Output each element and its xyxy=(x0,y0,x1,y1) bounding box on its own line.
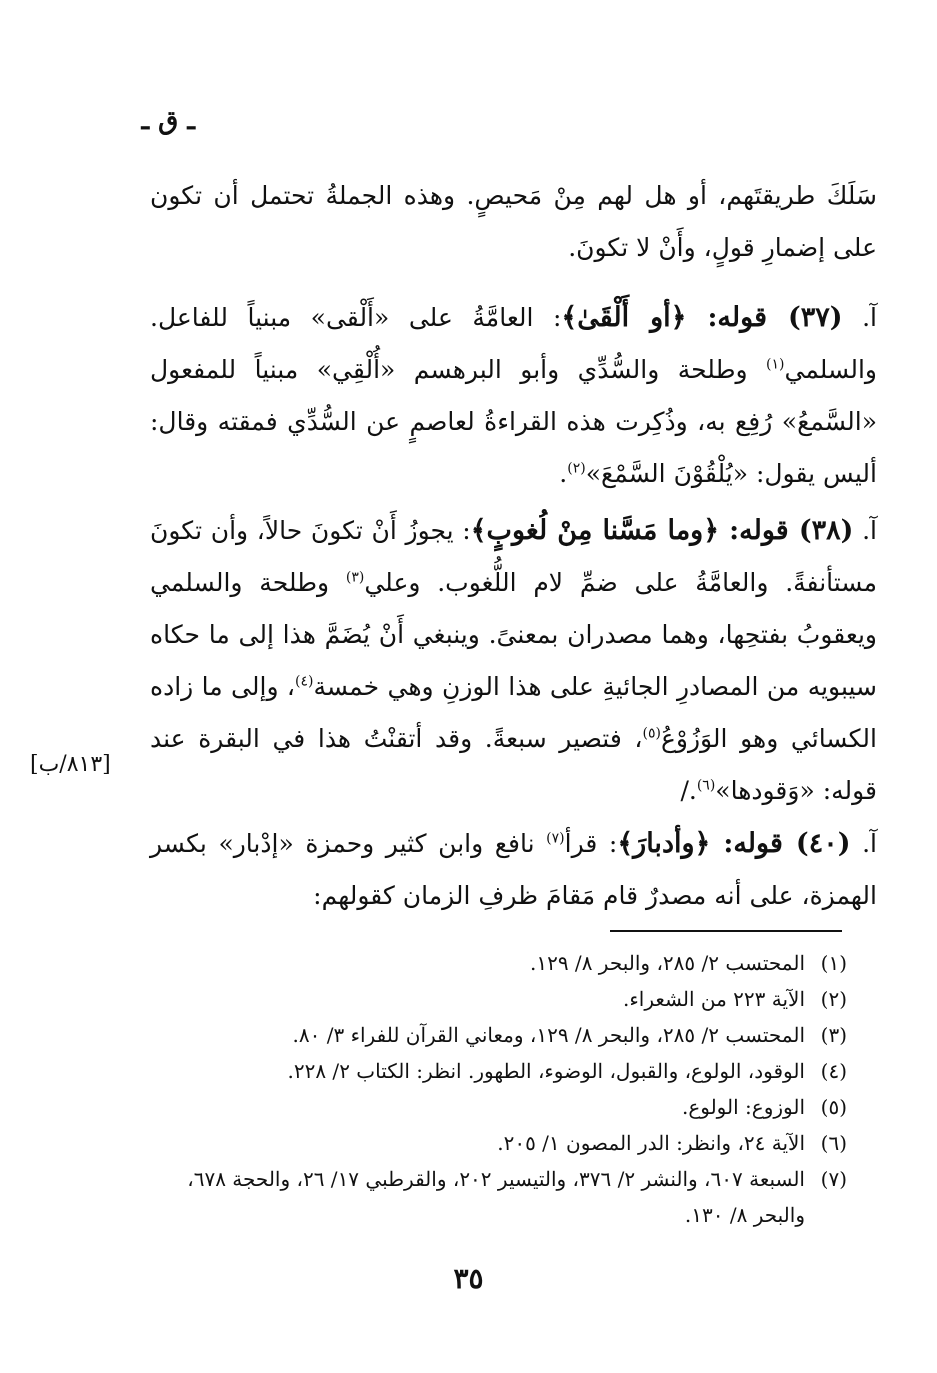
verse-heading: (٣٨) قوله: ﴿وما مَسَّنا مِنْ لُغوبٍ﴾ xyxy=(470,515,854,546)
footnote-number: (٣) xyxy=(820,1023,847,1047)
footnote-divider xyxy=(610,930,842,932)
section-header: ـ ق ـ xyxy=(141,106,195,136)
footnote-item xyxy=(150,1089,847,1125)
footnote-item xyxy=(150,1017,847,1053)
footnote-item xyxy=(150,945,847,981)
verse-label: آ. xyxy=(862,303,877,332)
footnote-item xyxy=(150,1053,847,1089)
verse-text-end: ./ xyxy=(680,776,697,805)
paragraph-intro: سَلَكَ طريقتَهم، أو هل لهم مِنْ مَحيصٍ. وهذه الجملةُ تحتمل أن تكون على إضمارِ قولٍ، وأَنْ لا تكونَ. xyxy=(150,181,877,262)
footnote-item xyxy=(150,1161,847,1233)
verse-label: آ. xyxy=(862,516,877,545)
footnote-number: (١) xyxy=(820,951,847,975)
verse-text-end: . xyxy=(559,459,568,488)
footnote-item xyxy=(150,981,847,1017)
verse-text-cont: وطلحة والسُّدِّي وأبو البرهسم «أُلْقِي» مبنياً للمفعول «السَّمعُ» رُفِع به، وذُكِرت هذه القراءةُ لعاصمٍ عن السُّدِّي فمقته وقال: أليس يقول: «يُلْقُوْنَ السَّمْعَ» xyxy=(150,355,877,488)
verse-text-cont: وطلحة والسلمي ويعقوبُ بفتحِها، وهما مصدران بمعنىً. وينبغي أَنْ يُضَمَّ هذا إلى ما حكاه سيبويه من المصادرِ الجائيةِ على هذا الوزنِ وهي خمسة xyxy=(150,568,878,701)
footnote-number: (٥) xyxy=(820,1095,847,1119)
footnote-text: الآية ٢٢٣ من الشعراء. xyxy=(623,987,805,1011)
footnote-ref-5[interactable]: (٥) xyxy=(642,725,661,742)
footnote-text: المحتسب ٢/ ٢٨٥، والبحر ٨/ ١٢٩، ومعاني القرآن للفراء ٣/ ٨٠. xyxy=(292,1023,805,1047)
footnote-number: (٤) xyxy=(820,1059,847,1083)
paragraph-verse-38 xyxy=(150,505,877,817)
footnote-text: المحتسب ٢/ ٢٨٥، والبحر ٨/ ١٢٩. xyxy=(529,951,805,975)
footnote-ref-6[interactable]: (٦) xyxy=(696,777,716,794)
verse-heading: (٤٠) قوله: ﴿وأدبارَ﴾ xyxy=(617,828,851,859)
verse-text-cont: نافع وابن كثير وحمزة «إدْبار» بكسر الهمزة، على أنه مصدرٌ قام مَقامَ ظرفِ الزمان كقولهم: xyxy=(150,829,877,910)
verse-heading: (٣٧) قوله: ﴿أو أَلْقَىٰ﴾ xyxy=(561,302,843,333)
footnote-text: السبعة ٦٠٧، والنشر ٢/ ٣٧٦، والتيسير ٢٠٢، والقرطبي ١٧/ ٢٦، والحجة ٦٧٨، والبحر ٨/ ١٣٠. xyxy=(187,1167,805,1227)
verse-text-cont2: ، وإلى ما زاده الكسائي وهو الوَزُوْعُ xyxy=(150,672,877,753)
footnote-item xyxy=(150,1125,847,1161)
footnote-number: (٢) xyxy=(820,987,847,1011)
manuscript-folio-marker: [٨١٣/ب] xyxy=(30,752,111,777)
footnote-number: (٧) xyxy=(820,1167,847,1191)
footnote-number: (٦) xyxy=(820,1131,847,1155)
paragraph-verse-40 xyxy=(150,818,877,922)
verse-text: : العامَّةُ على «أَلْقى» مبنياً للفاعل. والسلمي xyxy=(150,303,877,384)
footnote-ref-3[interactable]: (٣) xyxy=(345,569,365,586)
verse-text: : يجوزُ أَنْ تكونَ حالاً، وأن تكونَ مستأنفةً. والعامَّةُ على ضمِّ لام اللُّغوب. وعلي xyxy=(150,516,878,597)
paragraph-verse-37 xyxy=(150,292,877,500)
footnote-text: الوزوع: الولوع. xyxy=(681,1095,805,1119)
verse-text-cont3: ، فتصير سبعةً. وقد أتقنْتُ هذا في البقرة عند قوله: «وَقودها» xyxy=(150,724,877,805)
verse-label: آ. xyxy=(862,829,877,858)
page-number: ٣٥ xyxy=(453,1262,484,1295)
footnote-text: الآية ٢٤، وانظر: الدر المصون ١/ ٢٠٥. xyxy=(497,1131,805,1155)
footnote-ref-1[interactable]: (١) xyxy=(766,356,785,373)
footnote-ref-2[interactable]: (٢) xyxy=(567,460,586,477)
footnote-ref-7[interactable]: (٧) xyxy=(546,830,565,847)
footnote-text: الوقود، الولوع، والقبول، الوضوء، الطهور. انظر: الكتاب ٢/ ٢٢٨. xyxy=(287,1059,805,1083)
footnote-ref-4[interactable]: (٤) xyxy=(295,673,314,690)
footnotes-list xyxy=(150,945,847,1233)
verse-text: : قرأ xyxy=(564,829,618,858)
